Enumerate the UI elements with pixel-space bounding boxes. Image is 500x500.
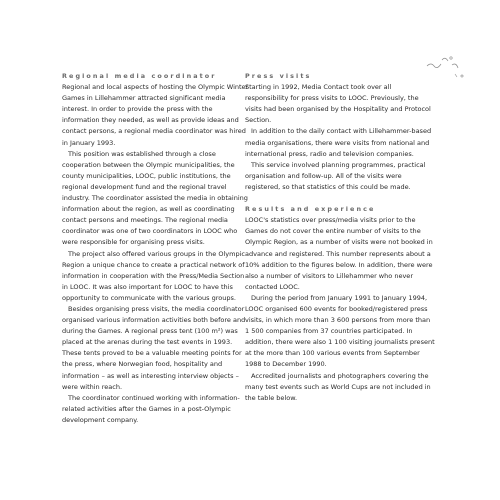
paragraph: Accredited journalists and photographers covering the many test events such as World Cups are not included in the table below. (245, 371, 431, 402)
paragraph: This service involved planning programmes, practical organisation and follow-up. All of the visits were registered, so that statistics of this could be made. (245, 160, 426, 191)
paragraph: The coordinator continued working with information-related activities after the Games in a post-Olympic development company. (62, 393, 240, 424)
section-heading-regional-media-coordinator: Regional media coordinator (62, 72, 217, 80)
paragraph: Starting in 1992, Media Contact took over all responsibility for press visits to LOOC. Previously, the visits had been organised by the Hospitality and Protocol Section. (245, 83, 431, 125)
paragraph: Regional and local aspects of hosting the Olympic Winter Games in Lillehammer attracted significant media interest. In order to provide the press with the information they needed, as well as provide ideas and contact persons, a regional media coordinator was hired in January 1993. (62, 83, 249, 147)
section-heading-results-and-experience: Results and experience (245, 205, 376, 214)
right-column (245, 71, 435, 404)
section-heading-press-visits: Press visits (245, 72, 312, 80)
left-column (62, 71, 250, 426)
paragraph: The project also offered various groups in the Olympic Region a unique chance to create a practical network of information in cooperation with the Press/Media Section in LOOC. It was also important for LOOC to have this opportunity to communicate with the various groups. (62, 249, 245, 302)
paragraph: This position was established through a close cooperation between the Olympic municipalities, the county municipalities, LOOC, public institutions, the regional development fund and the regional travel industry. The coordinator assisted the media in obtaining information about the region, as well as coordinating contact persons and meetings. The regional media coordinator was one of two coordinators in LOOC who were responsible for organising press visits. (62, 149, 248, 247)
paragraph: Besides organising press visits, the media coordinator organised various information activities both before and during the Games. A regional press tent (100 m²) was placed at the arenas during the test events in 1993. These tents proved to be a valuable meeting points for the press, where Norwegian food, hospitality and information – as well as interesting interview objects – were within reach. (62, 304, 246, 391)
paragraph: In addition to the daily contact with Lillehammer-based media organisations, there were visits from national and international press, radio and television companies. (245, 127, 432, 158)
paragraph: LOOC's statistics over press/media visits prior to the Games do not cover the entire number of visits to the Olympic Region, as a number of visits were not booked in advance and registered. This number represents about a 10% addition to the figures below. In addition, there were also a number of visitors to Lillehammer who never contacted LOOC. (245, 216, 433, 291)
paragraph: During the period from January 1991 to January 1994, LOOC organised 600 events for booked/registered press visits, in which more than 3 600 persons from more than 1 500 companies from 37 countries participated. In addition, there were also 1 100 visiting journalists present at the more than 100 various events from September 1988 to December 1990. (245, 293, 435, 369)
